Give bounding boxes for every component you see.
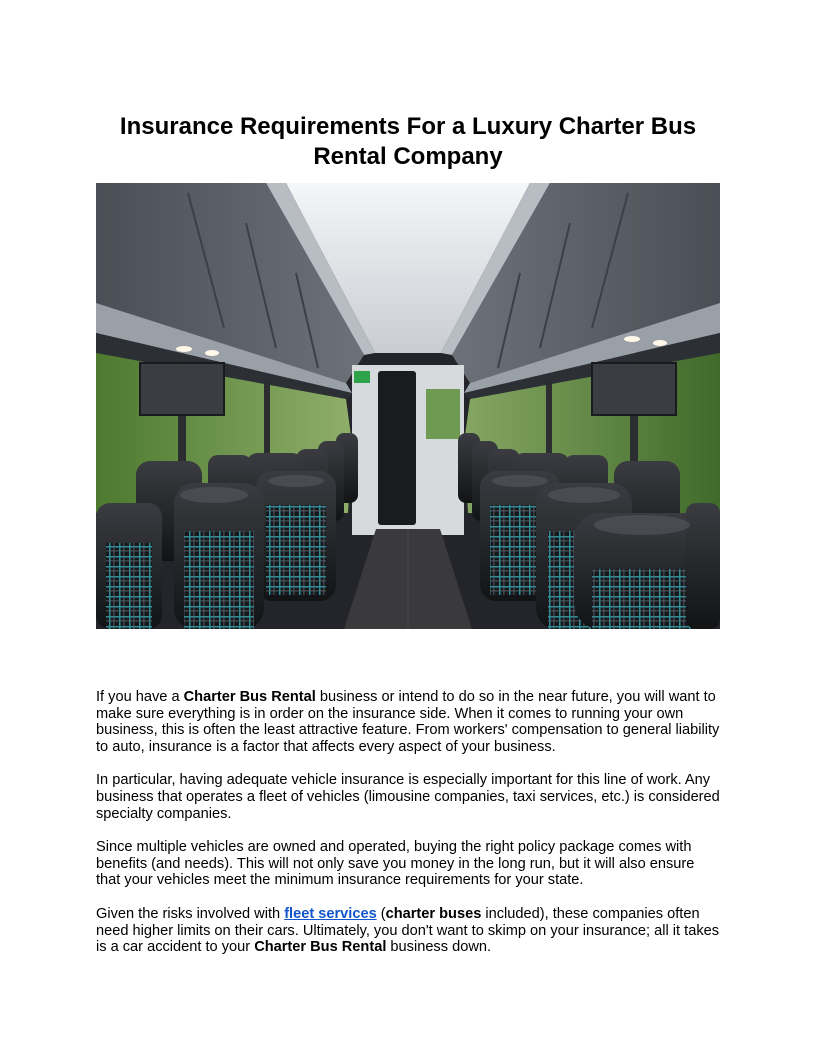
bus-interior-photo [96, 183, 720, 629]
fleet-services-link[interactable]: fleet services [284, 905, 377, 922]
text-run: In particular, having adequate vehicle insurance is especially important for this line of work. Any business that operates a fleet of vehicles (limousine companies, taxi services, etc.) is considered specialty companies. [96, 772, 720, 822]
text-run: Given the risks involved with [96, 905, 285, 922]
paragraph [96, 772, 720, 822]
text-run: Since multiple vehicles are owned and operated, buying the right policy package comes with benefits (and needs). This will not only save you money in the long run, but it will also ensure that your vehicles meet the minimum insurance requirements for your state. [96, 839, 695, 889]
paragraph [96, 839, 720, 889]
text-run: business or intend to do so in the near future, you will want to make sure everything is in order on the insurance side. When it comes to running your own business, this is often the least attractive feature. From workers' compensation to general liability to auto, insurance is a factor that affects every aspect of your business. [96, 689, 720, 755]
bold-text: Charter Bus Rental [183, 689, 316, 705]
bold-text: charter buses [385, 905, 482, 922]
page-title: Insurance Requirements For a Luxury Charter Bus Rental Company [119, 113, 697, 170]
text-run: If you have a [96, 689, 184, 705]
article-body [96, 689, 720, 973]
text-run: business down. [386, 939, 492, 956]
bus-interior-illustration [96, 183, 720, 629]
paragraph [96, 906, 720, 956]
paragraph [96, 689, 720, 755]
text-run: ( [376, 905, 386, 922]
text-run: included), these companies often need higher limits on their cars. Ultimately, you don't want to skimp on your insurance; all it takes is a car accident to your [96, 905, 720, 956]
bold-text: Charter Bus Rental [254, 939, 387, 956]
